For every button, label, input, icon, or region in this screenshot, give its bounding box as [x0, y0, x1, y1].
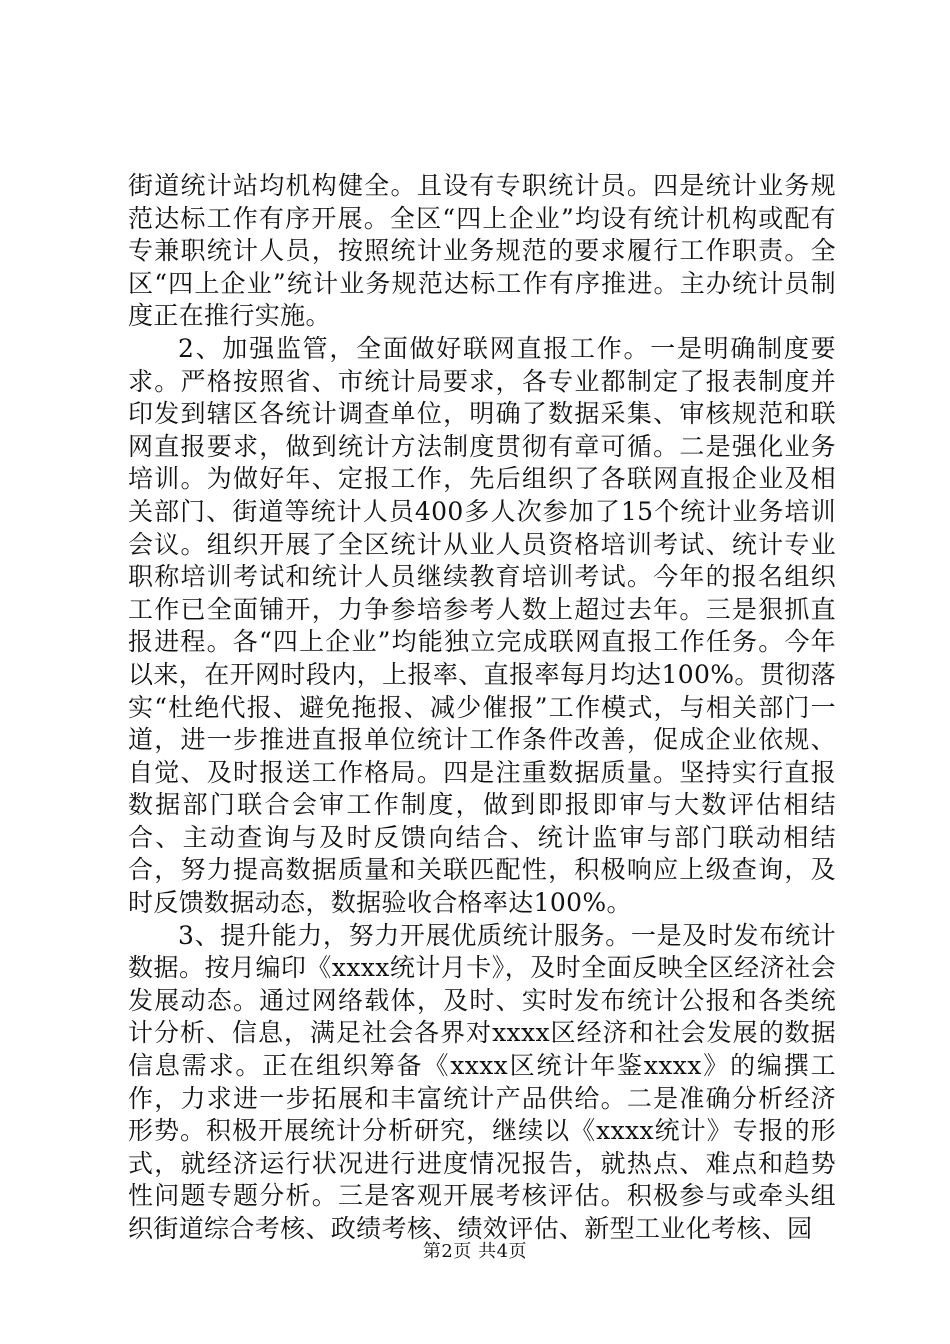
paragraph-2: 2、加强监管，全面做好联网直报工作。一是明确制度要求。严格按照省、市统计局要求，各专业都制定了报表制度并印发到辖区各统计调查单位，明确了数据采集、审核规范和联网直报要求，做到统计方法制度贯彻有章可循。二是强化业务培训。为做好年、定报工作，先后组织了各联网直报企业及相关部门、街道等统计人员400多人次参加了15个统计业务培训会议。组织开展了全区统计从业人员资格培训考试、统计专业职称培训考试和统计人员继续教育培训考试。今年的报名组织工作已全面铺开，力争参培参考人数上超过去年。三是狠抓直报进程。各“四上企业”均能独立完成联网直报工作任务。今年以来，在开网时段内，上报率、直报率每月均达100%。贯彻落实“杜绝代报、避免拖报、减少催报”工作模式，与相关部门一道，进一步推进直报单位统计工作条件改善，促成企业依规、自觉、及时报送工作格局。四是注重数据质量。坚持实行直报数据部门联合会审工作制度，做到即报即审与大数评估相结合、主动查询与及时反馈向结合、统计监审与部门联动相结合，努力提高数据质量和关联匹配性，积极响应上级查询，及时反馈数据动态，数据验收合格率达100%。 [128, 333, 836, 918]
page-footer: 第2页 共4页 [422, 1241, 528, 1262]
paragraph-3: 3、提升能力，努力开展优质统计服务。一是及时发布统计数据。按月编印《xxxx统计月卡》，及时全面反映全区经济社会发展动态。通过网络载体，及时、实时发布统计公报和各类统计分析、信息，满足社会各界对xxxx区经济和社会发展的数据信息需求。正在组织筹备《xxxx区统计年鉴xxxx》的编撰工作，力求进一步拓展和丰富统计产品供给。二是准确分析经济形势。积极开展统计分析研究，继续以《xxxx统计》专报的形式，就经济运行状况进行进度情况报告，就热点、难点和趋势性问题专题分析。三是客观开展考核评估。积极参与或牵头组织街道综合考核、政绩考核、绩效评估、新型工业化考核、园 [128, 920, 836, 1243]
document-body [128, 170, 836, 1246]
paragraph-1: 街道统计站均机构健全。且设有专职统计员。四是统计业务规范达标工作有序开展。全区“四上企业”均设有统计机构或配有专兼职统计人员，按照统计业务规范的要求履行工作职责。全区“四上企业”统计业务规范达标工作有序推进。主办统计员制度正在推行实施。 [128, 171, 836, 331]
